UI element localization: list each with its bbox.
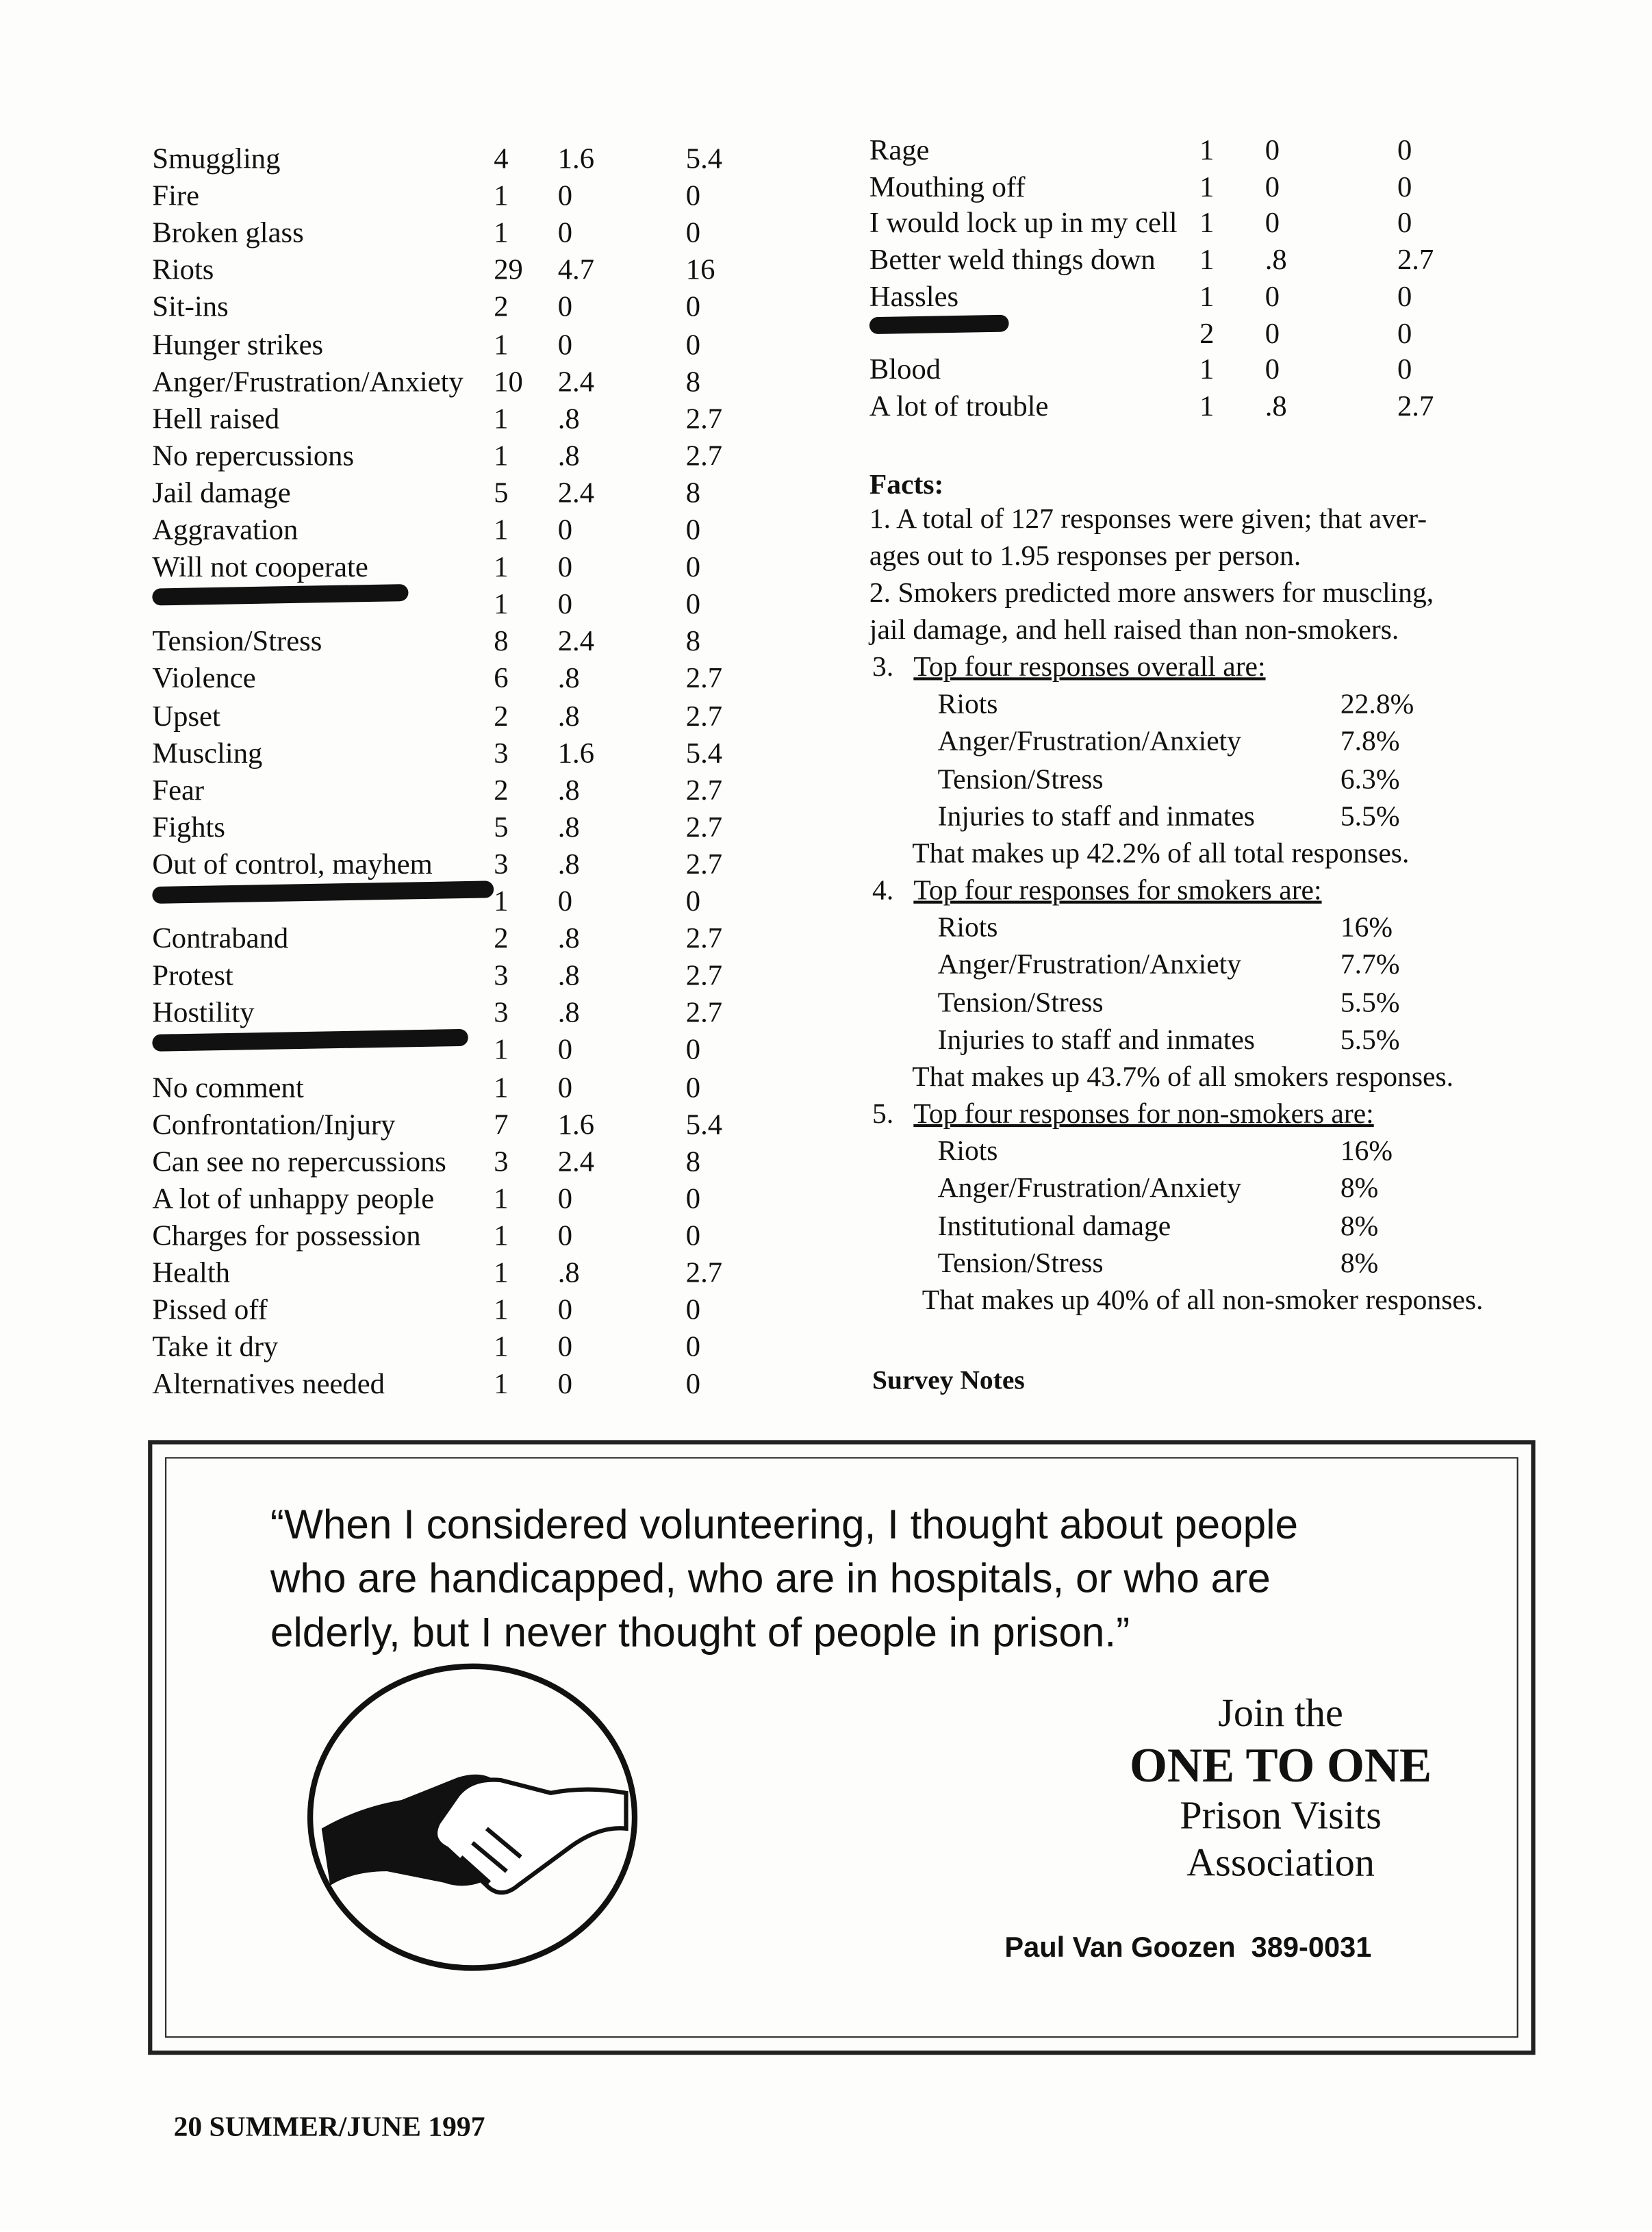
row-value-a: .8 (557, 663, 580, 696)
row-value-a: 0 (557, 1183, 573, 1215)
row-label: Tension/Stress (152, 626, 322, 658)
fact-2-line-2: jail damage, and hell raised than non-smokers. (869, 614, 1399, 646)
row-value-b: 2.7 (1397, 244, 1434, 277)
row-value-b: 2.7 (685, 961, 723, 993)
row-value-n: 1 (494, 218, 509, 250)
row-value-b: 2.7 (685, 849, 723, 881)
row-value-n: 1 (1199, 244, 1215, 277)
row-value-a: 0 (557, 1221, 573, 1252)
row-value-n: 1 (494, 1258, 509, 1290)
row-value-a: 1.6 (557, 1109, 594, 1141)
row-label: Sit-ins (152, 292, 229, 324)
row-value-a: 4.7 (557, 255, 594, 287)
row-value-n: 3 (494, 1146, 509, 1178)
row-value-n: 3 (494, 849, 509, 881)
row-value-b: 0 (1397, 171, 1412, 203)
row-value-b: 2.7 (685, 700, 723, 733)
row-value-n: 1 (494, 1295, 509, 1327)
handshake-logo-icon (302, 1658, 644, 1977)
row-value-n: 1 (494, 515, 509, 547)
fact-number: 5. (872, 1098, 894, 1130)
row-value-n: 1 (494, 886, 509, 918)
row-value-a: .8 (557, 998, 580, 1030)
row-value-a: 0 (557, 589, 573, 621)
row-label: Protest (152, 961, 233, 993)
row-label: Take it dry (152, 1332, 279, 1364)
row-value-b: 0 (685, 218, 701, 250)
row-value-b: 0 (685, 515, 701, 547)
ranking-value: 7.8% (1340, 726, 1400, 758)
ranking-value: 5.5% (1340, 1024, 1400, 1056)
row-value-a: 0 (557, 1332, 573, 1364)
row-label: Mouthing off (869, 171, 1026, 203)
row-value-a: .8 (557, 961, 580, 993)
row-label: A lot of trouble (869, 391, 1049, 423)
contact-info: Paul Van Goozen 389-0031 (1004, 1932, 1372, 1964)
ranking-label: Riots (937, 689, 998, 721)
fact-f3-heading (872, 649, 1265, 686)
row-value-b: 2.7 (685, 812, 723, 844)
row-value-n: 5 (494, 478, 509, 509)
row-value-n: 1 (494, 329, 509, 361)
row-value-b: 0 (685, 292, 701, 324)
row-label: Broken glass (152, 218, 304, 250)
row-label: Blood (869, 354, 941, 386)
row-value-b: 8 (685, 626, 701, 658)
ranking-value: 16% (1340, 1135, 1393, 1167)
row-value-b: 0 (685, 329, 701, 361)
row-value-a: 0 (1265, 135, 1280, 167)
fact-title: Top four responses overall are: (913, 651, 1266, 683)
row-value-a: 0 (557, 181, 573, 212)
row-value-n: 1 (494, 589, 509, 621)
row-value-b: 0 (685, 1369, 701, 1401)
organization-subtitle-2: Association (1186, 1841, 1375, 1886)
row-value-b: 2.7 (685, 924, 723, 955)
row-value-n: 1 (1199, 354, 1215, 386)
fact-2-line-1: 2. Smokers predicted more answers for muscling, (869, 577, 1434, 609)
row-value-a: 0 (557, 1035, 573, 1067)
row-label: Fear (152, 775, 205, 807)
facts-heading: Facts: (869, 469, 944, 501)
ranking-label: Tension/Stress (937, 1247, 1104, 1280)
row-value-a: 0 (557, 1369, 573, 1401)
row-value-b: 0 (1397, 281, 1412, 313)
row-value-b: 5.4 (685, 737, 723, 770)
ranking-value: 6.3% (1340, 763, 1400, 795)
row-label: No repercussions (152, 440, 355, 472)
row-value-b: 2.7 (685, 403, 723, 435)
row-value-b: 8 (685, 478, 701, 509)
row-value-b: 0 (685, 1183, 701, 1215)
row-value-b: 2.7 (685, 440, 723, 472)
row-value-a: 0 (1265, 281, 1280, 313)
row-label: No comment (152, 1072, 304, 1104)
fact-title: Top four responses for smokers are: (913, 875, 1322, 906)
ranking-value: 5.5% (1340, 800, 1400, 833)
ranking-value: 8% (1340, 1210, 1379, 1242)
ranking-label: Anger/Frustration/Anxiety (937, 1173, 1242, 1205)
row-label: I would lock up in my cell (869, 208, 1178, 240)
row-value-a: 2.4 (557, 478, 594, 509)
ranking-label: Riots (937, 912, 998, 944)
row-label: Smuggling (152, 143, 281, 175)
ranking-value: 22.8% (1340, 689, 1414, 721)
row-value-n: 1 (494, 1072, 509, 1104)
row-value-a: 2.4 (557, 1146, 594, 1178)
row-value-b: 0 (685, 1295, 701, 1327)
row-label: Can see no repercussions (152, 1146, 446, 1178)
row-value-n: 3 (494, 961, 509, 993)
row-value-n: 2 (494, 292, 509, 324)
row-value-a: .8 (557, 775, 580, 807)
ranking-label: Riots (937, 1135, 998, 1167)
row-label: Violence (152, 663, 256, 696)
row-value-n: 1 (494, 1332, 509, 1364)
row-label: Riots (152, 255, 214, 287)
quote-line-3: elderly, but I never thought of people in prison.” (270, 1610, 1130, 1657)
row-value-b: 2.7 (1397, 391, 1434, 423)
row-value-n: 3 (494, 737, 509, 770)
redacted-label (152, 584, 408, 605)
row-value-a: 0 (557, 1295, 573, 1327)
row-value-a: .8 (557, 812, 580, 844)
row-value-a: 2.4 (557, 626, 594, 658)
row-value-n: 1 (1199, 171, 1215, 203)
row-value-n: 2 (494, 700, 509, 733)
row-value-b: 0 (1397, 135, 1412, 167)
row-value-b: 16 (685, 255, 715, 287)
row-label: Muscling (152, 737, 263, 770)
row-value-a: 0 (557, 292, 573, 324)
row-value-b: 0 (685, 1221, 701, 1252)
row-value-b: 2.7 (685, 663, 723, 696)
row-value-n: 1 (1199, 281, 1215, 313)
ranking-value: 7.7% (1340, 950, 1400, 981)
row-value-b: 0 (1397, 318, 1412, 350)
row-value-n: 1 (494, 1369, 509, 1401)
row-label: Charges for possession (152, 1221, 421, 1252)
ranking-label: Tension/Stress (937, 763, 1104, 795)
row-value-a: 0 (557, 329, 573, 361)
row-value-a: 0 (1265, 208, 1280, 240)
row-value-a: 2.4 (557, 366, 594, 398)
row-label: Confrontation/Injury (152, 1109, 396, 1141)
survey-notes-heading: Survey Notes (872, 1366, 1025, 1396)
quote-line-1: “When I considered volunteering, I thought about people (270, 1502, 1299, 1549)
fact-f4-heading (872, 872, 1321, 909)
ranking-value: 5.5% (1340, 987, 1400, 1019)
redacted-label (152, 880, 494, 904)
ranking-label: Institutional damage (937, 1210, 1171, 1242)
row-value-n: 3 (494, 998, 509, 1030)
row-label: Out of control, mayhem (152, 849, 433, 881)
ranking-label: Injuries to staff and inmates (937, 800, 1255, 833)
row-label: Hell raised (152, 403, 280, 435)
row-value-a: 0 (1265, 171, 1280, 203)
row-value-n: 6 (494, 663, 509, 696)
row-value-n: 5 (494, 812, 509, 844)
row-value-a: .8 (557, 924, 580, 955)
row-value-a: 0 (1265, 354, 1280, 386)
row-value-b: 0 (685, 589, 701, 621)
row-value-n: 1 (494, 181, 509, 212)
ranking-label: Anger/Frustration/Anxiety (937, 726, 1242, 758)
row-value-n: 1 (494, 403, 509, 435)
row-value-b: 2.7 (685, 1258, 723, 1290)
row-value-n: 1 (494, 552, 509, 584)
row-value-n: 2 (494, 924, 509, 955)
row-value-b: 2.7 (685, 775, 723, 807)
row-value-b: 5.4 (685, 143, 723, 175)
fact-1-line-2: ages out to 1.95 responses per person. (869, 540, 1301, 572)
row-value-n: 8 (494, 626, 509, 658)
row-value-a: .8 (557, 1258, 580, 1290)
organization-subtitle-1: Prison Visits (1180, 1794, 1382, 1839)
fact-number: 3. (872, 651, 894, 683)
row-value-b: 8 (685, 1146, 701, 1178)
row-label: Hunger strikes (152, 329, 324, 361)
row-value-a: 1.6 (557, 737, 594, 770)
fact-number: 4. (872, 875, 894, 906)
row-value-a: 0 (557, 515, 573, 547)
row-value-a: .8 (1265, 244, 1287, 277)
row-value-n: 4 (494, 143, 509, 175)
ranking-label: Injuries to staff and inmates (937, 1024, 1255, 1056)
row-label: A lot of unhappy people (152, 1183, 435, 1215)
row-value-a: 0 (557, 1072, 573, 1104)
row-label: Rage (869, 135, 930, 167)
row-value-n: 1 (494, 1183, 509, 1215)
row-label: Contraband (152, 924, 289, 955)
row-label: Fire (152, 181, 200, 212)
join-the-text: Join the (1218, 1692, 1343, 1736)
row-label: Pissed off (152, 1295, 268, 1327)
row-value-n: 1 (494, 1221, 509, 1252)
row-value-a: 1.6 (557, 143, 594, 175)
organization-name: ONE TO ONE (1129, 1740, 1432, 1793)
row-value-n: 1 (1199, 208, 1215, 240)
row-label: Anger/Frustration/Anxiety (152, 366, 463, 398)
row-label: Better weld things down (869, 244, 1156, 277)
ranking-value: 8% (1340, 1247, 1379, 1280)
row-value-a: 0 (1265, 318, 1280, 350)
row-label: Upset (152, 700, 220, 733)
row-label: Fights (152, 812, 225, 844)
volunteer-ad (148, 1440, 1535, 2055)
row-value-a: .8 (557, 700, 580, 733)
row-value-b: 0 (1397, 354, 1412, 386)
row-value-n: 1 (494, 440, 509, 472)
fact-1-line-1: 1. A total of 127 responses were given; that aver- (869, 503, 1427, 535)
row-label: Jail damage (152, 478, 291, 509)
row-value-a: .8 (557, 849, 580, 881)
row-value-n: 1 (1199, 391, 1215, 423)
row-label: Will not cooperate (152, 552, 368, 584)
row-value-n: 29 (494, 255, 523, 287)
row-value-n: 1 (494, 1035, 509, 1067)
row-value-n: 7 (494, 1109, 509, 1141)
row-value-n: 2 (494, 775, 509, 807)
page-footer: 20 SUMMER/JUNE 1997 (173, 2111, 485, 2144)
row-label: Aggravation (152, 515, 298, 547)
ranking-label: Tension/Stress (937, 987, 1104, 1019)
row-value-n: 10 (494, 366, 523, 398)
row-value-b: 0 (685, 886, 701, 918)
ranking-total: That makes up 43.7% of all smokers responses. (912, 1061, 1454, 1093)
row-value-b: 0 (685, 181, 701, 212)
row-value-b: 2.7 (685, 998, 723, 1030)
row-label: Health (152, 1258, 230, 1290)
row-value-a: 0 (557, 218, 573, 250)
ranking-value: 16% (1340, 912, 1393, 944)
ranking-label: Anger/Frustration/Anxiety (937, 950, 1242, 981)
row-value-b: 0 (685, 1332, 701, 1364)
ad-inner-border (165, 1457, 1518, 2038)
ranking-total: That makes up 42.2% of all total responses. (912, 838, 1410, 870)
row-label: Hassles (869, 281, 959, 313)
row-label: Alternatives needed (152, 1369, 385, 1401)
ranking-value: 8% (1340, 1173, 1379, 1205)
row-value-a: .8 (1265, 391, 1287, 423)
quote-line-2: who are handicapped, who are in hospitals, or who are (270, 1556, 1271, 1603)
row-value-b: 5.4 (685, 1109, 723, 1141)
row-value-b: 0 (685, 1072, 701, 1104)
row-label: Hostility (152, 998, 255, 1030)
row-value-n: 1 (1199, 135, 1215, 167)
row-value-a: 0 (557, 552, 573, 584)
row-value-a: .8 (557, 440, 580, 472)
row-value-b: 0 (685, 552, 701, 584)
row-value-b: 8 (685, 366, 701, 398)
redacted-label (869, 314, 1009, 333)
fact-f5-heading (872, 1095, 1374, 1132)
redacted-label (152, 1030, 468, 1052)
row-value-a: .8 (557, 403, 580, 435)
fact-title: Top four responses for non-smokers are: (913, 1098, 1374, 1130)
ranking-total: That makes up 40% of all non-smoker responses. (922, 1284, 1484, 1317)
row-value-b: 0 (685, 1035, 701, 1067)
row-value-a: 0 (557, 886, 573, 918)
row-value-n: 2 (1199, 318, 1215, 350)
row-value-b: 0 (1397, 208, 1412, 240)
